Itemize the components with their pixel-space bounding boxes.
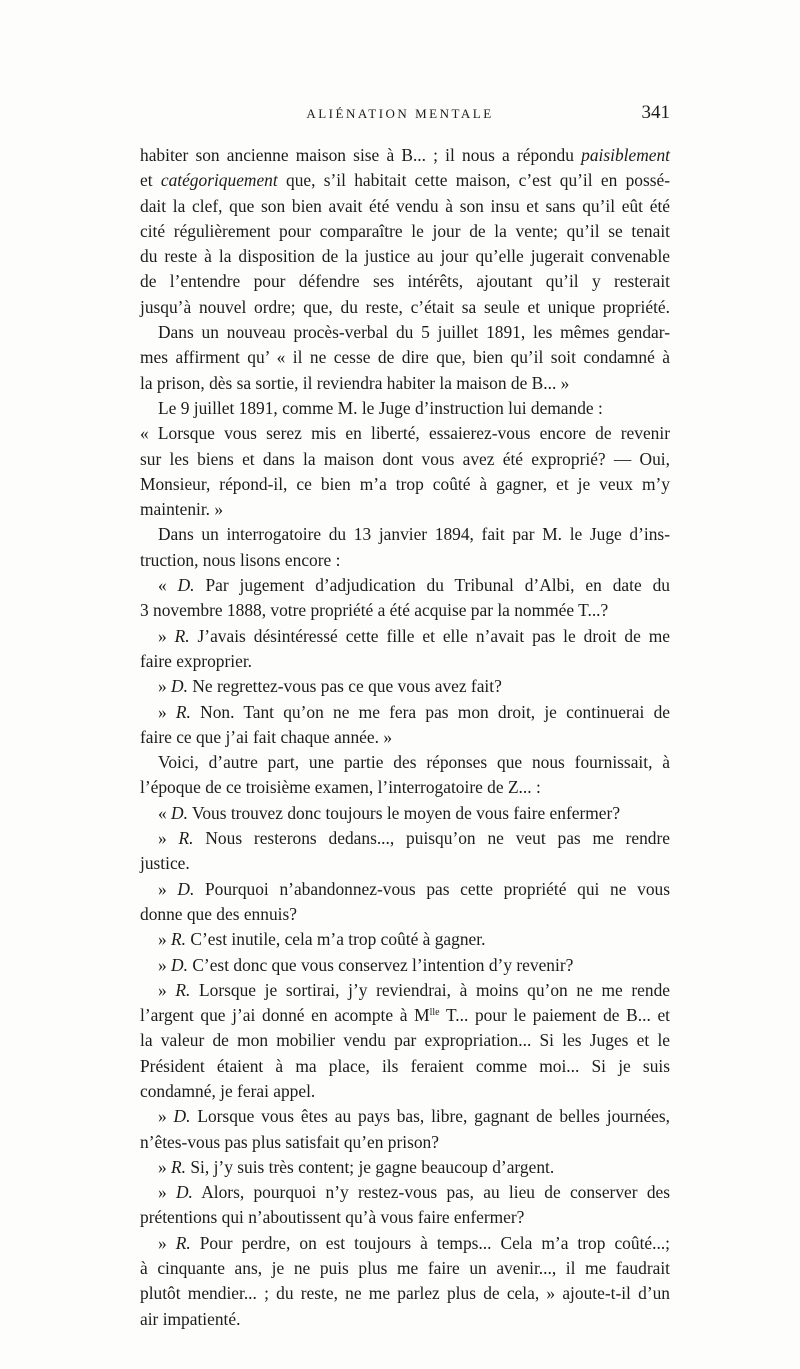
body-text xyxy=(140,143,670,1332)
speaker-label: R. xyxy=(175,701,191,722)
speaker-label: R. xyxy=(175,979,191,1000)
text-line: » D. Ne regrettez-vous pas ce que vous avez fait? xyxy=(158,676,502,697)
speaker-label: R. xyxy=(178,828,194,849)
text-line: jusqu’à nouvel ordre; que, du reste, c’était sa seule et unique propriété. xyxy=(140,296,670,317)
speaker-label: D. xyxy=(177,575,195,596)
emphasis: paisiblement xyxy=(581,145,670,165)
text-line: Président étaient à ma place, ils feraient comme moi... Si je suis xyxy=(140,1055,670,1076)
text-line: habiter son ancienne maison sise à B... ; il nous a répondu paisiblement xyxy=(140,145,670,165)
text-line: » D. C’est donc que vous conservez l’intention d’y revenir? xyxy=(158,954,574,975)
running-title: ALIÉNATION MENTALE xyxy=(306,106,494,121)
page-number: 341 xyxy=(641,102,670,123)
text-line: Voici, d’autre part, une partie des réponses que nous fournissait, à xyxy=(158,752,670,773)
text-line: du reste à la disposition de la justice au jour qu’elle jugerait convenable xyxy=(140,246,670,267)
text-line: air impatienté. xyxy=(140,1308,241,1329)
text-line: maintenir. » xyxy=(140,499,224,520)
superscript: lle xyxy=(429,1007,440,1019)
text-line: faire ce que j’ai fait chaque année. » xyxy=(140,726,393,747)
speaker-label: D. xyxy=(177,878,195,899)
text-line: » R. J’avais désintéressé cette fille et elle n’avait pas le droit de me xyxy=(158,625,671,646)
text-line: dait la clef, que son bien avait été vendu à son insu et sans qu’il eût été xyxy=(140,195,670,216)
text-line: truction, nous lisons encore : xyxy=(140,549,341,570)
text-line: cité régulièrement pour comparaître le jour de la vente; qu’il se tenait xyxy=(140,220,670,241)
text-line: de l’entendre pour défendre ses intérêts, ajoutant qu’il y resterait xyxy=(140,271,670,292)
running-head xyxy=(0,102,800,126)
text-line: « D. Par jugement d’adjudication du Tribunal d’Albi, en date du xyxy=(158,575,671,596)
text-line: » R. C’est inutile, cela m’a trop coûté à gagner. xyxy=(158,929,486,950)
text-line: » R. Non. Tant qu’on ne me fera pas mon droit, je continuerai de xyxy=(158,701,670,722)
speaker-label: D. xyxy=(171,802,188,823)
text-line: 3 novembre 1888, votre propriété a été acquise par la nommée T...? xyxy=(140,600,609,621)
text-line: « D. Vous trouvez donc toujours le moyen de vous faire enfermer? xyxy=(158,802,621,823)
speaker-label: D. xyxy=(171,954,188,975)
text-line: » R. Pour perdre, on est toujours à temps... Cela m’a trop coûté...; xyxy=(158,1232,670,1253)
emphasis: catégoriquement xyxy=(160,170,278,191)
speaker-label: D. xyxy=(175,1182,193,1203)
text-line: » R. Nous resterons dedans..., puisqu’on ne veut pas me rendre xyxy=(158,828,671,849)
text-line: condamné, je ferai appel. xyxy=(140,1080,316,1101)
text-line: prétentions qui n’aboutissent qu’à vous faire enfermer? xyxy=(140,1207,525,1228)
speaker-label: R. xyxy=(175,1232,191,1253)
text-line: plutôt mendier... ; du reste, ne me parlez plus de cela, » ajoute-t-il d’un xyxy=(140,1283,670,1304)
speaker-label: R. xyxy=(171,1156,187,1177)
text-line: Le 9 juillet 1891, comme M. le Juge d’instruction lui demande : xyxy=(158,397,603,418)
speaker-label: R. xyxy=(171,929,187,950)
text-line: » D. Alors, pourquoi n’y restez-vous pas, au lieu de conserver des xyxy=(158,1182,670,1203)
text-line: l’argent que j’ai donné en acompte à $M^{lle}$ T... pour le paiement de B... et xyxy=(140,1005,670,1026)
text-line: à cinquante ans, je ne puis plus me faire un avenir..., il me faudrait xyxy=(140,1258,670,1279)
text-line: donne que des ennuis? xyxy=(140,903,297,924)
speaker-label: R. xyxy=(174,625,190,646)
text-line: justice. xyxy=(140,853,190,874)
text-line: sur les biens et dans la maison dont vous avez été exproprié? — Oui, xyxy=(140,448,670,469)
text-line: » D. Lorsque vous êtes au pays bas, libre, gagnant de belles journées, xyxy=(158,1106,670,1127)
text-line: mes affirment qu’ « il ne cesse de dire que, bien qu’il soit condamné à xyxy=(140,347,670,368)
text-line: » R. Si, j’y suis très content; je gagne beaucoup d’argent. xyxy=(158,1156,555,1177)
text-line: « Lorsque vous serez mis en liberté, essaierez-vous encore de revenir xyxy=(140,423,670,444)
text-line: Monsieur, répond-il, ce bien m’a trop coûté à gagner, et je veux m’y xyxy=(140,473,670,494)
text-line: Dans un nouveau procès-verbal du 5 juillet 1891, les mêmes gendar- xyxy=(158,322,670,343)
text-line: et catégoriquement que, s’il habitait cette maison, c’est qu’il en possé- xyxy=(140,170,671,191)
text-line: la prison, dès sa sortie, il reviendra habiter la maison de B... » xyxy=(140,372,570,393)
text-line: la valeur de mon mobilier vendu par expropriation... Si les Juges et le xyxy=(140,1030,670,1051)
text-line: » D. Pourquoi n’abandonnez-vous pas cette propriété qui ne vous xyxy=(158,878,670,899)
text-line: Dans un interrogatoire du 13 janvier 1894, fait par M. le Juge d’ins- xyxy=(158,524,670,545)
text-line: » R. Lorsque je sortirai, j’y reviendrai, à moins qu’on ne me rende xyxy=(158,979,670,1000)
speaker-label: D. xyxy=(171,676,188,697)
text-line: l’époque de ce troisième examen, l’interrogatoire de Z... : xyxy=(140,777,541,798)
text-line: faire exproprier. xyxy=(140,650,253,671)
speaker-label: D. xyxy=(173,1106,191,1127)
text-line: n’êtes-vous pas plus satisfait qu’en prison? xyxy=(140,1131,439,1152)
